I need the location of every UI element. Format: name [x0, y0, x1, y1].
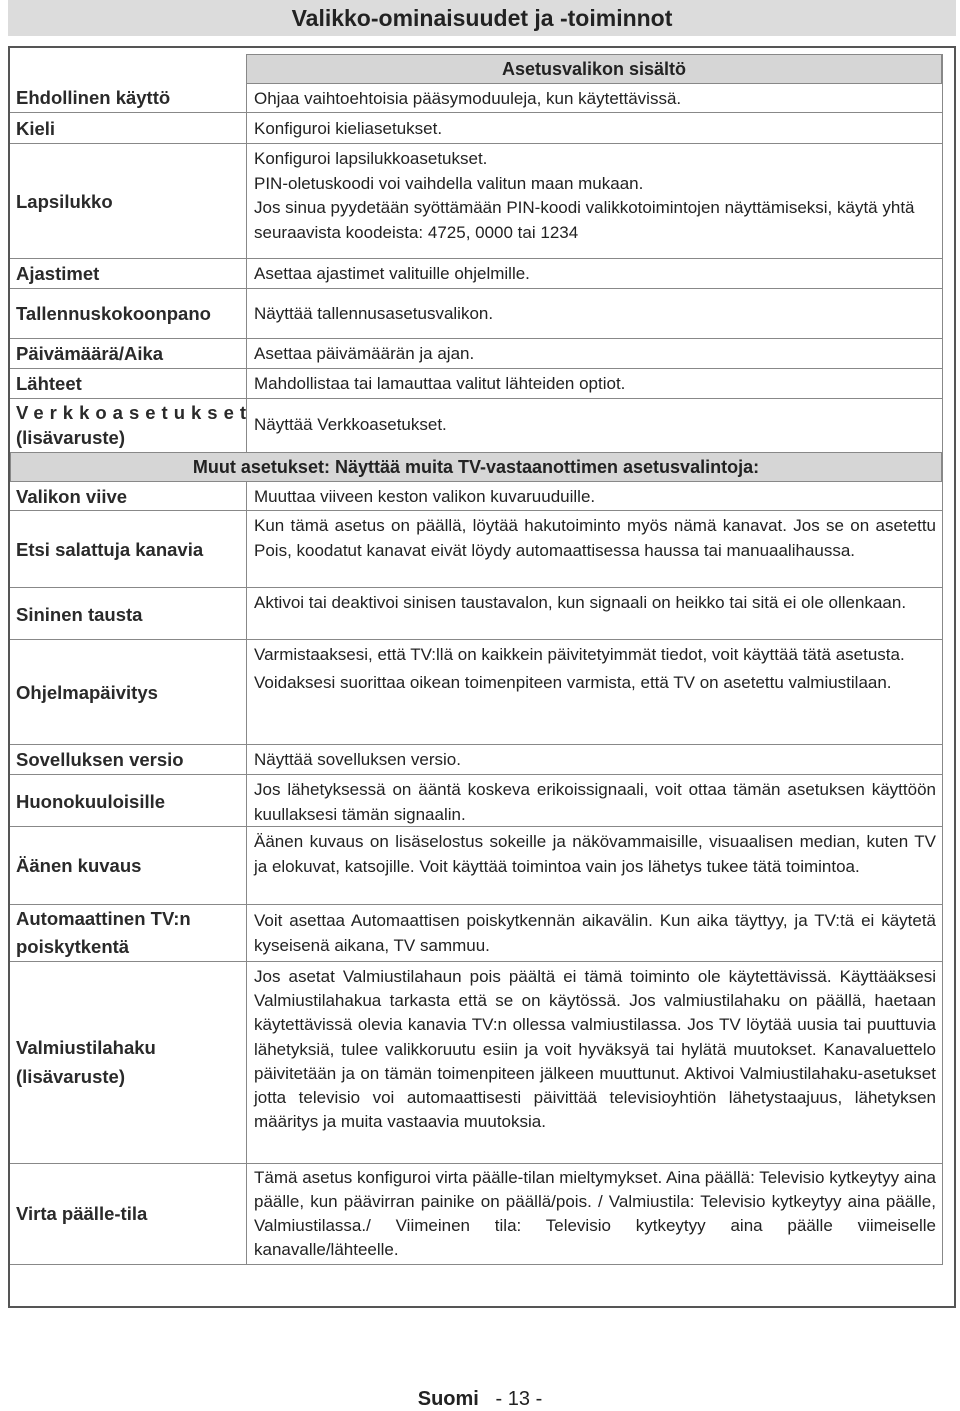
description-text: Näyttää tallennusasetusvalikon.: [254, 304, 494, 323]
description-text: Jos sinua pyydetään syöttämään PIN-koodi valikkotoimintojen näyttämiseksi, käytä yhtä seuraavista koodeista: 4725, 0000 tai 1234: [254, 198, 915, 242]
row-label: Virta päälle-tila: [16, 1203, 148, 1224]
row-label: Ehdollinen käyttö: [16, 87, 171, 108]
row-description: [254, 1166, 936, 1262]
description-text: Jos lähetyksessä on ääntä koskeva erikoissignaali, voit ottaa tämän asetuksen käyttöön kuullaksesi tämän signaalin.: [254, 780, 936, 824]
description-text: Konfiguroi lapsilukkoasetukset.: [254, 149, 488, 168]
description-text: Jos asetat Valmiustilahaun pois päältä ei tämä toiminto ole käytettävissä. Käyttääksesi Valmiustilahakua tarkasta että se on käytössä. Jos valmiustilahaku on päällä, haetaan käytettävissä olevia kanavia TV:n ollessa valmiustilassa. Jos TV löytää uusia tai puuttuvia lähetyksiä, tulee valikkoruutu esiin ja voit hyväksyä tai hylätä muutokset. Kanavaluettelo päivitetään ja on tämän toimenpiteen jälkeen muuttunut. Aktivoi Valmiustilahaku-asetukset jotta televisio voi automaattisesti päivittää televisioyhtiön lähetystaajuus, lähetyksen määritys ja muita vastaavia muutoksia.: [254, 967, 936, 1132]
description-text: PIN-oletuskoodi voi vaihdella valitun maan mukaan.: [254, 173, 644, 193]
description-text: Voidaksesi suorittaa oikean toimenpiteen varmista, että TV on asetettu valmiustilaan.: [254, 672, 892, 692]
row-label: Ajastimet: [16, 263, 100, 284]
row-label: Äänen kuvaus: [16, 855, 142, 876]
row-description: [254, 485, 936, 510]
row-description: [254, 830, 936, 879]
row-label: Päivämäärä/Aika: [16, 343, 164, 364]
row-description: [254, 591, 936, 616]
row-description: [254, 643, 936, 695]
row-description: [254, 342, 936, 367]
description-text: Voit asettaa Automaattisen poiskytkennän aikavälin. Kun aika täyttyy, ja TV:tä ei käytetä kyseisenä aikana, TV sammuu.: [254, 911, 936, 955]
column-divider: [942, 54, 943, 1264]
row-description: [254, 778, 936, 827]
row-description: [254, 413, 936, 438]
row-description: [254, 117, 936, 142]
row-label: Huonokuuloisille: [16, 791, 166, 812]
row-label: Verkkoasetukset: [16, 402, 253, 423]
row-label: Sovelluksen versio: [16, 749, 184, 770]
section-header-text: Muut asetukset: Näyttää muita TV-vastaanottimen asetusvalintoja:: [192, 456, 760, 477]
page-title-bar: [8, 0, 956, 36]
row-description: [254, 748, 936, 773]
row-description: [254, 87, 936, 112]
section-header-text: Asetusvalikon sisältö: [501, 58, 687, 79]
row-label: Lähteet: [16, 373, 82, 394]
description-text: Tämä asetus konfiguroi virta päälle-tilan mieltymykset. Aina päällä: Televisio kytkeytyy aina päälle, kun päävirran painike on päällä/pois. / Valmiustila: Televisio kytkeytyy aina päälle, Valmiustilassa./ Viimeinen tila: Televisio kytkeytyy aina päälle viimeiselle kanavalle/lähteelle.: [254, 1168, 936, 1259]
row-label: Valmiustilahaku: [16, 1037, 156, 1058]
footer-language: Suomi: [417, 1388, 479, 1410]
description-text: Aktivoi tai deaktivoi sinisen taustavalon, kun signaali on heikko tai sitä ei ole ollenkaan.: [254, 593, 907, 612]
description-text: Asettaa päivämäärän ja ajan.: [254, 344, 475, 363]
section-header-other-settings: [10, 452, 942, 482]
row-label: Valikon viive: [16, 486, 128, 507]
row-label-note: (lisävaruste): [16, 427, 125, 448]
footer-page-number: - 13 -: [495, 1388, 543, 1410]
page-footer: [0, 1388, 960, 1411]
row-description: [254, 965, 936, 1134]
row-label: Kieli: [16, 118, 56, 139]
description-text: Ohjaa vaihtoehtoisia pääsymoduuleja, kun käytettävissä.: [254, 89, 682, 108]
page-title: Valikko-ominaisuudet ja -toiminnot: [291, 4, 673, 31]
description-text: Näyttää Verkkoasetukset.: [254, 415, 447, 434]
row-description: [254, 909, 936, 958]
row-label: Ohjelmapäivitys: [16, 682, 158, 703]
row-label: Lapsilukko: [16, 191, 113, 212]
row-label-line2: poiskytkentä: [16, 936, 130, 957]
row-label: Etsi salattuja kanavia: [16, 539, 204, 560]
description-text: Asettaa ajastimet valituille ohjelmille.: [254, 264, 530, 283]
row-description: [254, 302, 936, 327]
row-label: Tallennuskokoonpano: [16, 303, 211, 324]
description-text: Konfiguroi kieliasetukset.: [254, 119, 443, 138]
row-description: [254, 514, 936, 563]
description-text: Näyttää sovelluksen versio.: [254, 750, 461, 769]
description-text: Muuttaa viiveen keston valikon kuvaruuduille.: [254, 487, 596, 506]
row-description: [254, 147, 936, 245]
description-text: Kun tämä asetus on päällä, löytää hakutoiminto myös nämä kanavat. Jos se on asetettu Pois, koodatut kanavat eivät löydy automaattisessa haussa tai manuaalihaussa.: [254, 516, 936, 560]
table-bottom-line: [10, 1264, 943, 1265]
description-text: Äänen kuvaus on lisäselostus sokeille ja näkövammaisille, visuaalisen median, kuten TV ja elokuvat, katsojille. Voit käyttää toimintoa vain jos lähetys tukee tätä toimintoa.: [254, 832, 936, 876]
row-label-note: (lisävaruste): [16, 1066, 125, 1087]
row-label: Automaattinen TV:n: [16, 908, 191, 929]
section-header-settings: [246, 54, 942, 84]
row-description: [254, 372, 936, 397]
description-text: Mahdollistaa tai lamauttaa valitut lähteiden optiot.: [254, 374, 626, 393]
description-text: Varmistaaksesi, että TV:llä on kaikkein päivitetyimmät tiedot, voit käyttää tätä asetusta.: [254, 645, 905, 664]
row-label: Sininen tausta: [16, 604, 143, 625]
row-description: [254, 262, 936, 287]
